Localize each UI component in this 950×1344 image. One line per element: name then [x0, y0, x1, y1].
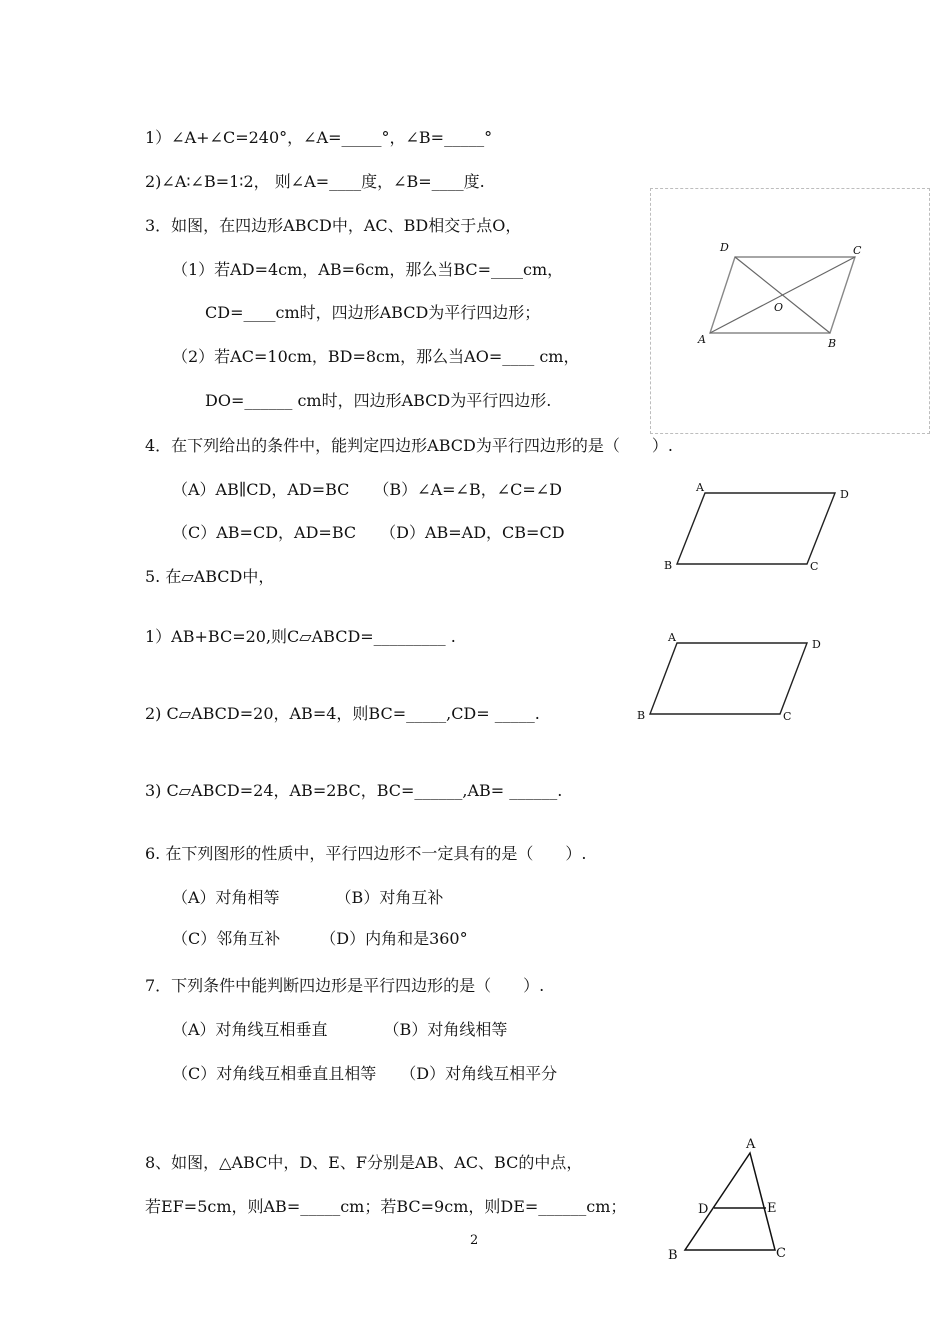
question-6: 6. 在下列图形的性质中，平行四边形不一定具有的是（ ）. [145, 844, 587, 863]
label-e: E [767, 1201, 777, 1216]
q7-options-ab: （A）对角线互相垂直 （B）对角线相等 [172, 1020, 508, 1039]
figure-4-triangle-midline [660, 1135, 800, 1265]
q4-options-ab: （A）AB∥CD，AD=BC （B）∠A=∠B，∠C=∠D [172, 480, 562, 499]
label-c: C [853, 244, 862, 257]
page-number: 2 [470, 1233, 479, 1248]
label-a: A [746, 1137, 756, 1152]
label-d: D [698, 1202, 709, 1217]
q8-cont: 若EF=5cm，则AB=_____cm；若BC=9cm，则DE=______cm； [145, 1197, 627, 1216]
question-7: 7．下列条件中能判断四边形是平行四边形的是（ ）. [145, 976, 545, 995]
label-b: B [668, 1248, 678, 1263]
q3-part1-cont: CD=____cm时，四边形ABCD为平行四边形； [205, 303, 541, 322]
label-b: B [637, 709, 646, 722]
question-5: 5. 在▱ABCD中， [145, 567, 275, 586]
q5-part1: 1）AB+BC=20,则C▱ABCD=_________ . [145, 627, 456, 646]
q6-options-ab: （A）对角相等 （B）对角互补 [172, 888, 444, 907]
question-4: 4．在下列给出的条件中，能判定四边形ABCD为平行四边形的是（ ）. [145, 436, 673, 455]
diagonal-bd [735, 257, 830, 333]
label-c: C [810, 560, 819, 573]
label-a: A [698, 333, 706, 346]
q3-part2: （2）若AC=10cm，BD=8cm，那么当AO=____ cm， [172, 347, 580, 366]
q7-options-cd: （C）对角线互相垂直且相等 （D）对角线互相平分 [172, 1064, 558, 1083]
q3-part1: （1）若AD=4cm，AB=6cm，那么当BC=____cm， [172, 260, 564, 279]
label-b: B [664, 559, 673, 572]
label-c: C [783, 710, 792, 723]
q6-options-cd: （C）邻角互补 （D）内角和是360° [172, 929, 468, 948]
label-a: A [668, 631, 676, 644]
figure-3-parallelogram [635, 630, 835, 730]
label-d: D [812, 638, 821, 651]
q5-part2: 2) C▱ABCD=20，AB=4，则BC=_____,CD= _____. [145, 704, 540, 723]
figure-2-parallelogram [660, 480, 860, 580]
question-3: 3．如图，在四边形ABCD中，AC、BD相交于点O， [145, 216, 522, 235]
q4-options-cd: （C）AB=CD，AD=BC （D）AB=AD，CB=CD [172, 523, 565, 542]
label-o: O [774, 301, 784, 314]
question-8: 8、如图，△ABC中，D、E、F分别是AB、AC、BC的中点， [145, 1153, 583, 1172]
figure-1-parallelogram-diagonals [690, 235, 870, 355]
label-d: D [720, 241, 729, 254]
label-c: C [776, 1246, 786, 1261]
q3-part2-cont: DO=______ cm时，四边形ABCD为平行四边形. [205, 391, 552, 410]
label-b: B [828, 337, 837, 350]
line-1: 1）∠A+∠C=240°，∠A=_____°，∠B=_____° [145, 128, 493, 147]
q5-part3: 3) C▱ABCD=24，AB=2BC，BC=______,AB= ______. [145, 781, 563, 800]
label-d: D [840, 488, 849, 501]
label-a: A [696, 481, 704, 494]
line-2: 2)∠A∶∠B=1∶2， 则∠A=____度，∠B=____度. [145, 172, 485, 191]
